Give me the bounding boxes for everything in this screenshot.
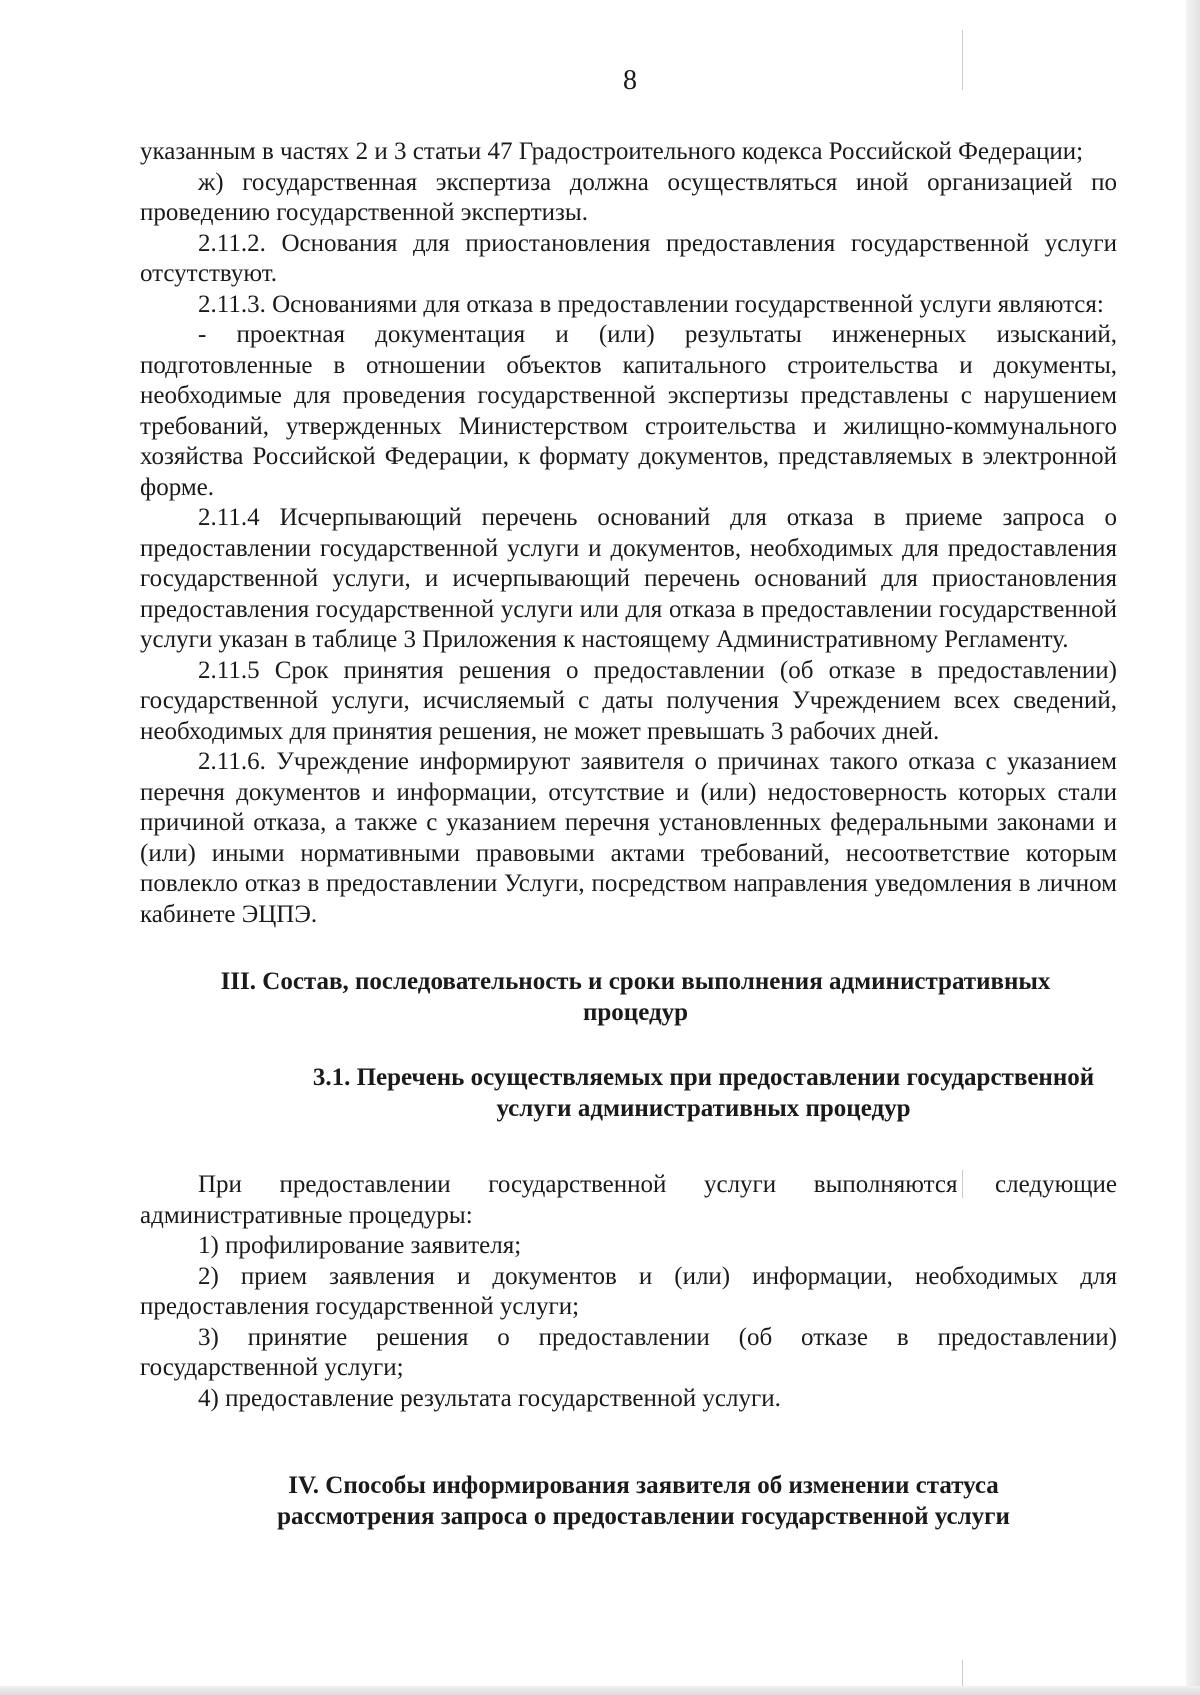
scan-edge-right <box>1186 0 1200 1695</box>
scan-artifact <box>962 1660 963 1686</box>
paragraph-2-11-4: 2.11.4 Исчерпывающий перечень оснований для отказа в приеме запроса о предоставлении государственной услуги и документов, необходимых для предоставления государственной услуги, и исчерпывающий перечень оснований для приостановления предоставления государственной услуги или для отказа в предоставлении государственной услуги указан в таблице 3 Приложения к настоящему Административному Регламенту. <box>140 504 1117 653</box>
paragraph-procedures-intro: При предоставлении государственной услуги выполняются следующие административные процедуры: <box>140 1171 1117 1229</box>
paragraph-2-11-5: 2.11.5 Срок принятия решения о предоставлении (об отказе в предоставлении) государственной услуги, исчисляемый с даты получения Учреждением всех сведений, необходимых для принятия решения, не может превышать 3 рабочих дней. <box>140 656 1117 745</box>
paragraph-2-11-3: 2.11.3. Основаниями для отказа в предоставлении государственной услуги являются: <box>198 290 1104 318</box>
section-4-heading <box>140 1470 1117 1532</box>
section-4-heading-line: IV. Способы информирования заявителя об изменении статуса <box>288 1472 999 1499</box>
paragraph-dash-item: - проектная документация и (или) результаты инженерных изысканий, подготовленные в отношении объектов капитального строительства и документы, необходимые для проведения государственной экспертизы представлены с нарушением требований, утвержденных Министерством строительства и жилищно-коммунального хозяйства Российской Федерации, к формату документов, представляемых в электронной форме. <box>140 321 1117 501</box>
paragraph-2-11-2: 2.11.2. Основания для приостановления предоставления государственной услуги отсутствуют. <box>140 229 1117 287</box>
subsection-3-1-heading-line: услуги административных процедур <box>496 1095 911 1122</box>
paragraph-continuation: указанным в частях 2 и 3 статьи 47 Градостроительного кодекса Российской Федерации; <box>140 138 1084 165</box>
section-3-heading <box>140 966 1117 1028</box>
scan-edge-bottom <box>0 1686 1200 1695</box>
list-item-procedure: 1) профилирование заявителя; <box>198 1232 522 1259</box>
section-3-heading-line: III. Состав, последовательность и сроки выполнения административных <box>220 968 1051 995</box>
list-item-procedure: 4) предоставление результата государственной услуги. <box>198 1384 781 1412</box>
list-item-procedure: 2) прием заявления и документов и (или) информации, необходимых для предоставления государственной услуги; <box>140 1262 1117 1320</box>
document-body <box>140 137 1117 1532</box>
page-number: 8 <box>623 65 637 96</box>
paragraph-item-zh: ж) государственная экспертиза должна осуществляться иной организацией по проведению государственной экспертизы. <box>140 168 1117 226</box>
section-3-heading-line: процедур <box>582 999 689 1026</box>
subsection-3-1-heading-line: 3.1. Перечень осуществляемых при предоставлении государственной <box>312 1064 1095 1091</box>
subsection-3-1-heading <box>140 1062 1117 1124</box>
paragraph-2-11-6: 2.11.6. Учреждение информируют заявителя о причинах такого отказа с указанием перечня документов и информации, отсутствие и (или) недостоверность которых стали причиной отказа, а также с указанием перечня установленных федеральными законами и (или) иными нормативными правовыми актами требований, несоответствие которым повлекло отказ в предоставлении Услуги, посредством направления уведомления в личном кабинете ЭЦПЭ. <box>140 748 1117 928</box>
list-item-procedure: 3) принятие решения о предоставлении (об отказе в предоставлении) государственной услуги; <box>140 1323 1117 1381</box>
section-4-heading-line: рассмотрения запроса о предоставлении государственной услуги <box>277 1503 1010 1530</box>
